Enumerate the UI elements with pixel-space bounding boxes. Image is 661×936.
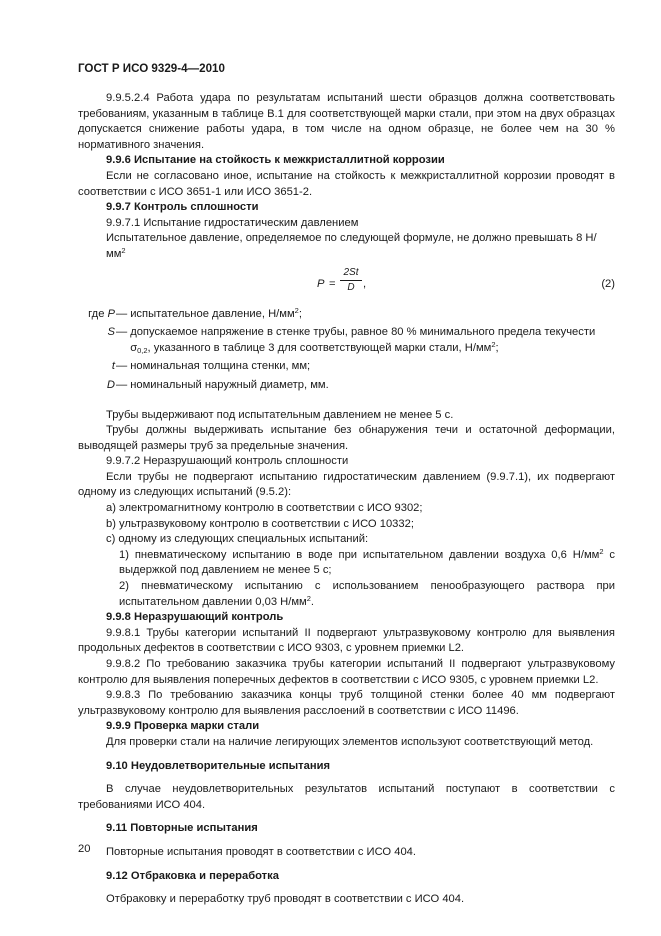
heading-9-9-9: 9.9.9 Проверка марки стали	[106, 720, 260, 733]
legend-row-t: t — номинальная толщина стенки, мм;	[111, 360, 311, 373]
formula-fraction	[340, 267, 362, 294]
paragraph-9-9-7-2: Если трубы не подвергают испытанию гидростатическим давлением (9.9.7.1), их подвергают одному из следующих испытаний (9.5.2):	[78, 470, 615, 499]
heading-9-11: 9.11 Повторные испытания	[106, 822, 258, 835]
paragraph-no-leak: Трубы должны выдерживать испытание без обнаружения течи и остаточной деформации, выводящей размеры труб за предельные значения.	[78, 424, 615, 452]
page-body	[78, 91, 615, 908]
heading-9-9-8: 9.9.8 Неразрушающий контроль	[106, 611, 284, 624]
list-item-a: a) электромагнитному контролю в соответствии с ИСО 9302;	[106, 502, 423, 515]
heading-9-10: 9.10 Неудовлетворительные испытания	[106, 759, 331, 772]
paragraph-9-12: Отбраковку и переработку труб проводят в соответствии с ИСО 404.	[106, 893, 465, 906]
legend-row-d: D — номинальный наружный диаметр, мм.	[106, 378, 329, 391]
heading-9-9-7: 9.9.7 Контроль сплошности	[106, 201, 259, 214]
paragraph-9-11: Повторные испытания проводят в соответствии с ИСО 404.	[106, 845, 417, 858]
list-item-c2: 2) пневматическому испытанию с использованием пенообразующего раствора при испытательном давлении 0,03 $Н/мм^2$.	[119, 580, 615, 608]
formula-denominator: D	[347, 281, 355, 293]
heading-9-9-6: 9.9.6 Испытание на стойкость к межкристаллитной коррозии	[106, 154, 445, 167]
heading-9-9-7-2: 9.9.7.2 Неразрушающий контроль сплошности	[106, 455, 349, 468]
heading-9-12: 9.12 Отбраковка и переработка	[106, 869, 279, 882]
list-item-c: c) одному из следующих специальных испытаний:	[106, 533, 369, 546]
heading-9-9-7-1: 9.9.7.1 Испытание гидростатическим давлением	[106, 216, 359, 229]
legend-row-p: где P — испытательное давление, $Н/мм^2$;	[88, 305, 302, 320]
legend-row-s: S — допускаемое напряжение в стенке трубы, равное 80 % минимального предела текучести $\sigma_{0,2}$, указанного в таблице 3 для соответствующей марки стали, $Н/мм^2$;	[107, 326, 596, 355]
paragraph-hold-time: Трубы выдерживают под испытательным давлением не менее 5 с.	[106, 408, 454, 421]
page-number: 20	[78, 843, 91, 855]
paragraph-9-9-6: Если не согласовано иное, испытание на стойкость к межкристаллитной коррозии проводят в соответствии с ИСО 3651-1 или ИСО 3651-2.	[78, 169, 615, 198]
list-item-b: b) ультразвуковому контролю в соответствии с ИСО 10332;	[106, 517, 414, 530]
paragraph-9-9-8-1: 9.9.8.1 Трубы категории испытаний II подвергают ультразвуковому контролю для выявления продольных дефектов в соответствии с ИСО 9303, с уровнем приемки L2.	[78, 626, 615, 655]
paragraph-9-9-7-1: Испытательное давление, определяемое по следующей формуле, не должно превышать 8 $Н/мм^2$	[106, 232, 597, 260]
paragraph-9-10: В случае неудовлетворительных результатов испытаний поступают в соответствии с требованиями ИСО 404.	[78, 783, 615, 811]
formula-comma: ,	[363, 277, 367, 290]
variable-legend	[76, 307, 615, 394]
formula-2	[78, 263, 615, 307]
paragraph-9-9-9: Для проверки стали на наличие легирующих элементов используют соответствующий метод.	[106, 735, 594, 748]
formula-equals: =	[329, 277, 336, 290]
paragraph-9-9-5-2-4: 9.9.5.2.4 Работа удара по результатам испытаний шести образцов должна соответствовать требованиям, указанным в таблице В.1 для соответствующей марки стали, при этом на двух образцах допускается снижение работы удара, в том числе на одном образце, не более чем на 30 % нормативного значения.	[78, 92, 615, 151]
document-header: ГОСТ Р ИСО 9329-4—2010	[78, 62, 225, 75]
paragraph-9-9-8-2: 9.9.8.2 По требованию заказчика трубы категории испытаний II подвергают ультразвуковому контролю для выявления поперечных дефектов в соответствии с ИСО 9305, с уровнем приемки L2.	[78, 658, 615, 686]
formula-numerator: 2St	[340, 267, 362, 281]
formula-lhs: P	[317, 277, 325, 290]
paragraph-9-9-8-3: 9.9.8.3 По требованию заказчика концы труб толщиной стенки более 40 мм подвергают ультразвуковому контролю для выявления расслоений в соответствии с ИСО 11496.	[78, 689, 615, 717]
formula-number: (2)	[601, 277, 615, 290]
list-item-c1: 1) пневматическому испытанию в воде при испытательном давлении воздуха 0,6 $Н/мм^2$ с выдержкой под давлением не менее 5 с;	[119, 546, 616, 577]
